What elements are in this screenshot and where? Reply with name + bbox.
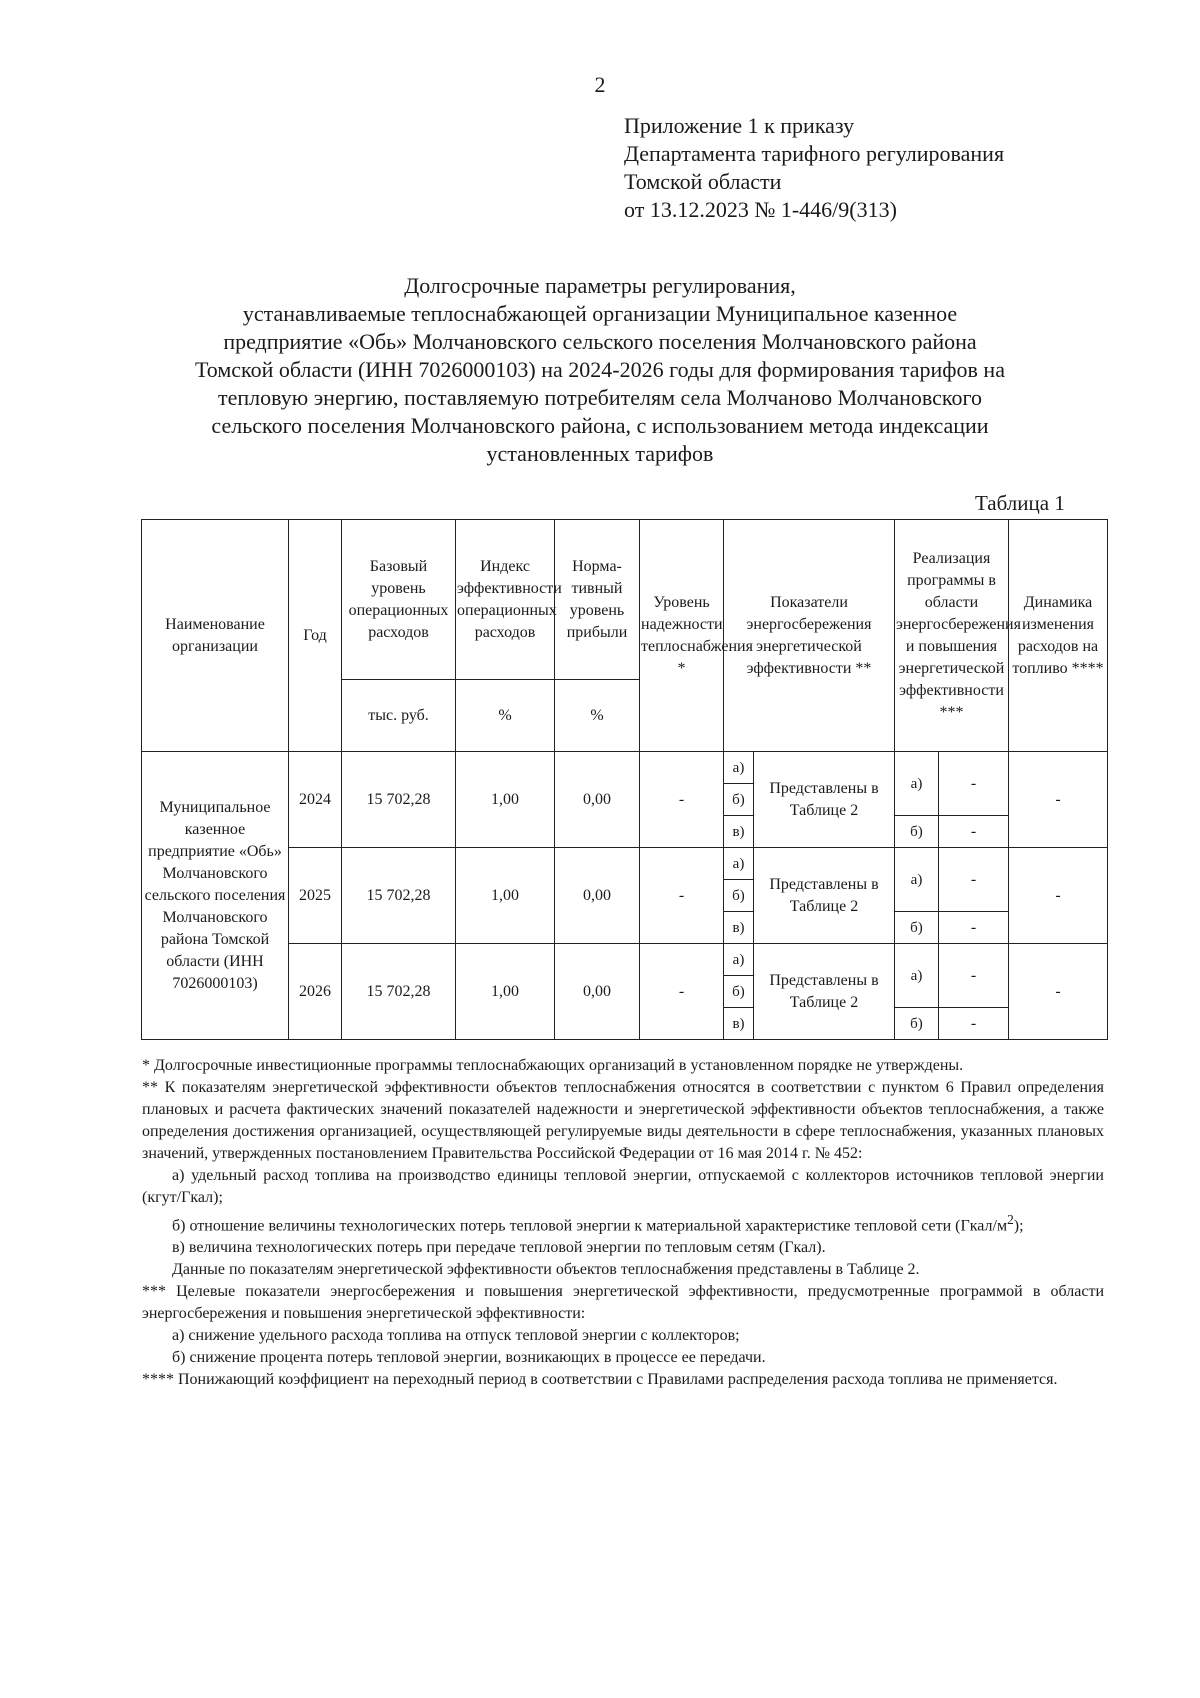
base-cell: 15 702,28 — [342, 848, 456, 944]
footnote-1: * Долгосрочные инвестиционные программы теплоснабжающих организаций в установленном порядке не утверждены. — [142, 1057, 964, 1074]
base-cell: 15 702,28 — [342, 752, 456, 848]
program-value: - — [939, 848, 1009, 912]
header-base: Базовый уровень операционных расходов — [342, 520, 456, 680]
unit-base: тыс. руб. — [342, 680, 456, 752]
indicator-text: Представлены в Таблице 2 — [754, 752, 895, 848]
program-value: - — [939, 944, 1009, 1008]
indicator-label: в) — [724, 1008, 754, 1040]
header-year: Год — [289, 520, 342, 752]
program-label: а) — [895, 944, 939, 1008]
year-cell: 2026 — [289, 944, 342, 1040]
indicator-label: а) — [724, 752, 754, 784]
page-number: 2 — [594, 72, 606, 97]
header-dynamics: Динамика изменения расходов на топливо **** — [1009, 520, 1108, 752]
reliability-cell: - — [640, 944, 724, 1040]
appendix-line: Томской области — [624, 169, 782, 194]
title-line: установленных тарифов — [486, 441, 714, 466]
program-value: - — [939, 752, 1009, 816]
header-norm: Норма-тивный уровень прибыли — [555, 520, 640, 680]
header-index: Индекс эффективности операционных расходов — [456, 520, 555, 680]
appendix-line: Приложение 1 к приказу — [624, 113, 855, 138]
reliability-cell: - — [640, 752, 724, 848]
index-cell: 1,00 — [456, 944, 555, 1040]
footnote-2-item-b-text: б) отношение величины технологических потерь тепловой энергии к материальной характеристике тепловой сети (Гкал/м — [172, 1217, 1008, 1235]
title-line: предприятие «Обь» Молчановского сельского поселения Молчановского района — [223, 329, 977, 354]
dynamics-cell: - — [1009, 752, 1108, 848]
footnote-2-item-b — [142, 1209, 1104, 1237]
indicator-label: а) — [724, 848, 754, 880]
index-cell: 1,00 — [456, 848, 555, 944]
indicator-text: Представлены в Таблице 2 — [754, 944, 895, 1040]
footnotes — [142, 1055, 1104, 1391]
parameters-table — [141, 519, 1108, 1040]
footnote-3: *** Целевые показатели энергосбережения и повышения энергетической эффективности, предусмотренные программой в области энергосбережения и повышения энергетической эффективности: — [142, 1283, 1104, 1323]
footnote-2-item-a: а) удельный расход топлива на производство единицы тепловой энергии, отпускаемой с коллекторов источников тепловой энергии (кгут/Гкал); — [142, 1167, 1104, 1206]
dynamics-cell: - — [1009, 944, 1108, 1040]
program-label: а) — [895, 848, 939, 912]
indicator-label: б) — [724, 784, 754, 816]
appendix-block — [624, 112, 1004, 224]
header-org: Наименование организации — [142, 520, 289, 752]
footnote-4: **** Понижающий коэффициент на переходный период в соответствии с Правилами распределения расхода топлива не применяется. — [142, 1371, 1058, 1389]
indicator-text: Представлены в Таблице 2 — [754, 848, 895, 944]
title-line: Томской области (ИНН 7026000103) на 2024-2026 годы для формирования тарифов на — [195, 357, 1005, 382]
indicator-label: б) — [724, 880, 754, 912]
document-title — [120, 272, 1080, 468]
dynamics-cell: - — [1009, 848, 1108, 944]
indicator-label: б) — [724, 976, 754, 1008]
reliability-cell: - — [640, 848, 724, 944]
unit-norm: % — [555, 680, 640, 752]
footnote-2-note: Данные по показателям энергетической эффективности объектов теплоснабжения представлены в Таблице 2. — [172, 1261, 920, 1279]
appendix-line: Департамента тарифного регулирования — [624, 141, 1005, 166]
superscript: 2 — [1007, 1212, 1014, 1227]
norm-cell: 0,00 — [555, 848, 640, 944]
indicator-label: в) — [724, 816, 754, 848]
header-program: Реализация программы в области энергосбережения и повышения энергетической эффективности *** — [895, 520, 1009, 752]
appendix-line: от 13.12.2023 № 1-446/9(313) — [624, 197, 897, 222]
table-label: Таблица 1 — [975, 491, 1065, 515]
base-cell: 15 702,28 — [342, 944, 456, 1040]
header-reliability: Уровень надежности теплоснабжения * — [640, 520, 724, 752]
footnote-3-item-a: а) снижение удельного расхода топлива на отпуск тепловой энергии с коллекторов; — [172, 1327, 740, 1345]
unit-index: % — [456, 680, 555, 752]
program-label: а) — [895, 752, 939, 816]
program-label: б) — [895, 1008, 939, 1040]
header-energy-saving: Показатели энергосбережения энергетической эффективности ** — [724, 520, 895, 752]
program-label: б) — [895, 912, 939, 944]
title-line: устанавливаемые теплоснабжающей организации Муниципальное казенное — [242, 301, 958, 326]
year-cell: 2024 — [289, 752, 342, 848]
title-line: тепловую энергию, поставляемую потребителям села Молчаново Молчановского — [218, 385, 982, 410]
title-line: Долгосрочные параметры регулирования, — [404, 273, 796, 298]
footnote-2: ** К показателям энергетической эффективности объектов теплоснабжения относятся в соответствии с пунктом 6 Правил определения плановых и расчета фактических значений показателей надежности и энергетической эффективности объектов теплоснабжения, а также определения достижения организацией, осуществляющей регулируемые виды деятельности в сфере теплоснабжения, указанных плановых значений, утвержденных постановлением Правительства Российской Федерации от 16 мая 2014 г. № 452: — [142, 1079, 1104, 1162]
footnote-3-item-b: б) снижение процента потерь тепловой энергии, возникающих в процессе ее передачи. — [172, 1349, 766, 1367]
footnote-2-item-b-tail: ); — [1013, 1217, 1024, 1235]
index-cell: 1,00 — [456, 752, 555, 848]
program-value: - — [939, 1008, 1009, 1040]
program-label: б) — [895, 816, 939, 848]
norm-cell: 0,00 — [555, 944, 640, 1040]
indicator-label: в) — [724, 912, 754, 944]
norm-cell: 0,00 — [555, 752, 640, 848]
title-line: сельского поселения Молчановского района, с использованием метода индексации — [211, 413, 989, 438]
program-value: - — [939, 816, 1009, 848]
year-cell: 2025 — [289, 848, 342, 944]
org-name-cell: Муниципальное казенное предприятие «Обь» Молчановского сельского поселения Молчановского района Томской области (ИНН 7026000103) — [142, 752, 289, 1040]
indicator-label: а) — [724, 944, 754, 976]
footnote-2-item-c: в) величина технологических потерь при передаче тепловой энергии по тепловым сетям (Гкал). — [172, 1239, 826, 1257]
program-value: - — [939, 912, 1009, 944]
